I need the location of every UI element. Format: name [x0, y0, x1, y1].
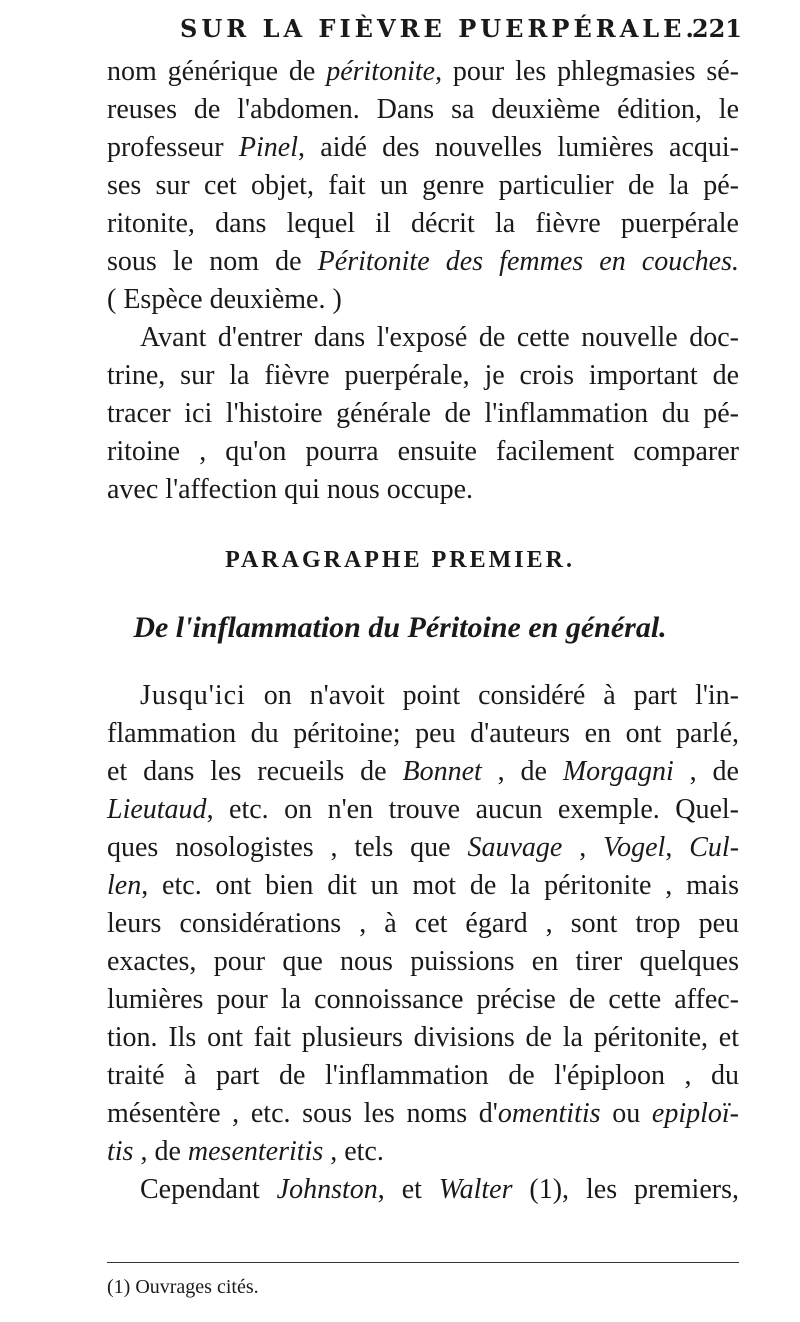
text-line: lumières pour la connoissance précise de cette affec-: [107, 984, 739, 1015]
text-line: tion. Ils ont fait plusieurs divisions de la péritonite, et: [107, 1022, 739, 1053]
page-number: 221: [691, 14, 742, 43]
section-heading: PARAGRAPHE PREMIER.: [225, 547, 575, 573]
text-line: ses sur cet objet, fait un genre particulier de la pé-: [107, 170, 739, 201]
section-subtitle: De l'inflammation du Péritoine en général.: [133, 611, 667, 644]
text-line: Cependant Johnston, et Walter (1), les premiers,: [140, 1174, 739, 1205]
page-header: [180, 14, 742, 46]
text-line: ( Espèce deuxième. ): [107, 284, 342, 315]
text-line: mésentère , etc. sous les noms d'omentitis ou epiploï-: [107, 1098, 739, 1129]
footnote-rule: [107, 1262, 739, 1263]
text-line: professeur Pinel, aidé des nouvelles lumières acqui-: [107, 132, 739, 163]
text-line: tis , de mesenteritis , etc.: [107, 1136, 384, 1167]
running-head: SUR LA FIÈVRE PUERPÉRALE.: [180, 14, 698, 43]
text-line: Jusqu'ici on n'avoit point considéré à part l'in-: [140, 680, 739, 711]
text-line: trine, sur la fièvre puerpérale, je crois important de: [107, 360, 739, 391]
text-line: nom générique de péritonite, pour les phlegmasies sé-: [107, 56, 739, 87]
text-line: len, etc. ont bien dit un mot de la péritonite , mais: [107, 870, 739, 901]
text-line: flammation du péritoine; peu d'auteurs en ont parlé,: [107, 718, 739, 749]
text-line: Avant d'entrer dans l'exposé de cette nouvelle doc-: [140, 322, 739, 353]
text-line: sous le nom de Péritonite des femmes en couches.: [107, 246, 739, 277]
text-line: leurs considérations , à cet égard , sont trop peu: [107, 908, 739, 939]
footnote: (1) Ouvrages cités.: [107, 1276, 259, 1298]
text-line: exactes, pour que nous puissions en tirer quelques: [107, 946, 739, 977]
text-line: reuses de l'abdomen. Dans sa deuxième édition, le: [107, 94, 739, 125]
text-line: ques nosologistes , tels que Sauvage , Vogel, Cul-: [107, 832, 740, 863]
text-line: avec l'affection qui nous occupe.: [107, 474, 474, 505]
text-line: ritonite, dans lequel il décrit la fièvre puerpérale: [107, 208, 739, 239]
text-line: et dans les recueils de Bonnet , de Morgagni , de: [107, 756, 739, 787]
text-line: Lieutaud, etc. on n'en trouve aucun exemple. Quel-: [107, 794, 739, 825]
text-line: traité à part de l'inflammation de l'épiploon , du: [107, 1060, 739, 1091]
text-line: tracer ici l'histoire générale de l'inflammation du pé-: [107, 398, 739, 429]
text-line: ritoine , qu'on pourra ensuite facilement comparer: [107, 436, 739, 467]
